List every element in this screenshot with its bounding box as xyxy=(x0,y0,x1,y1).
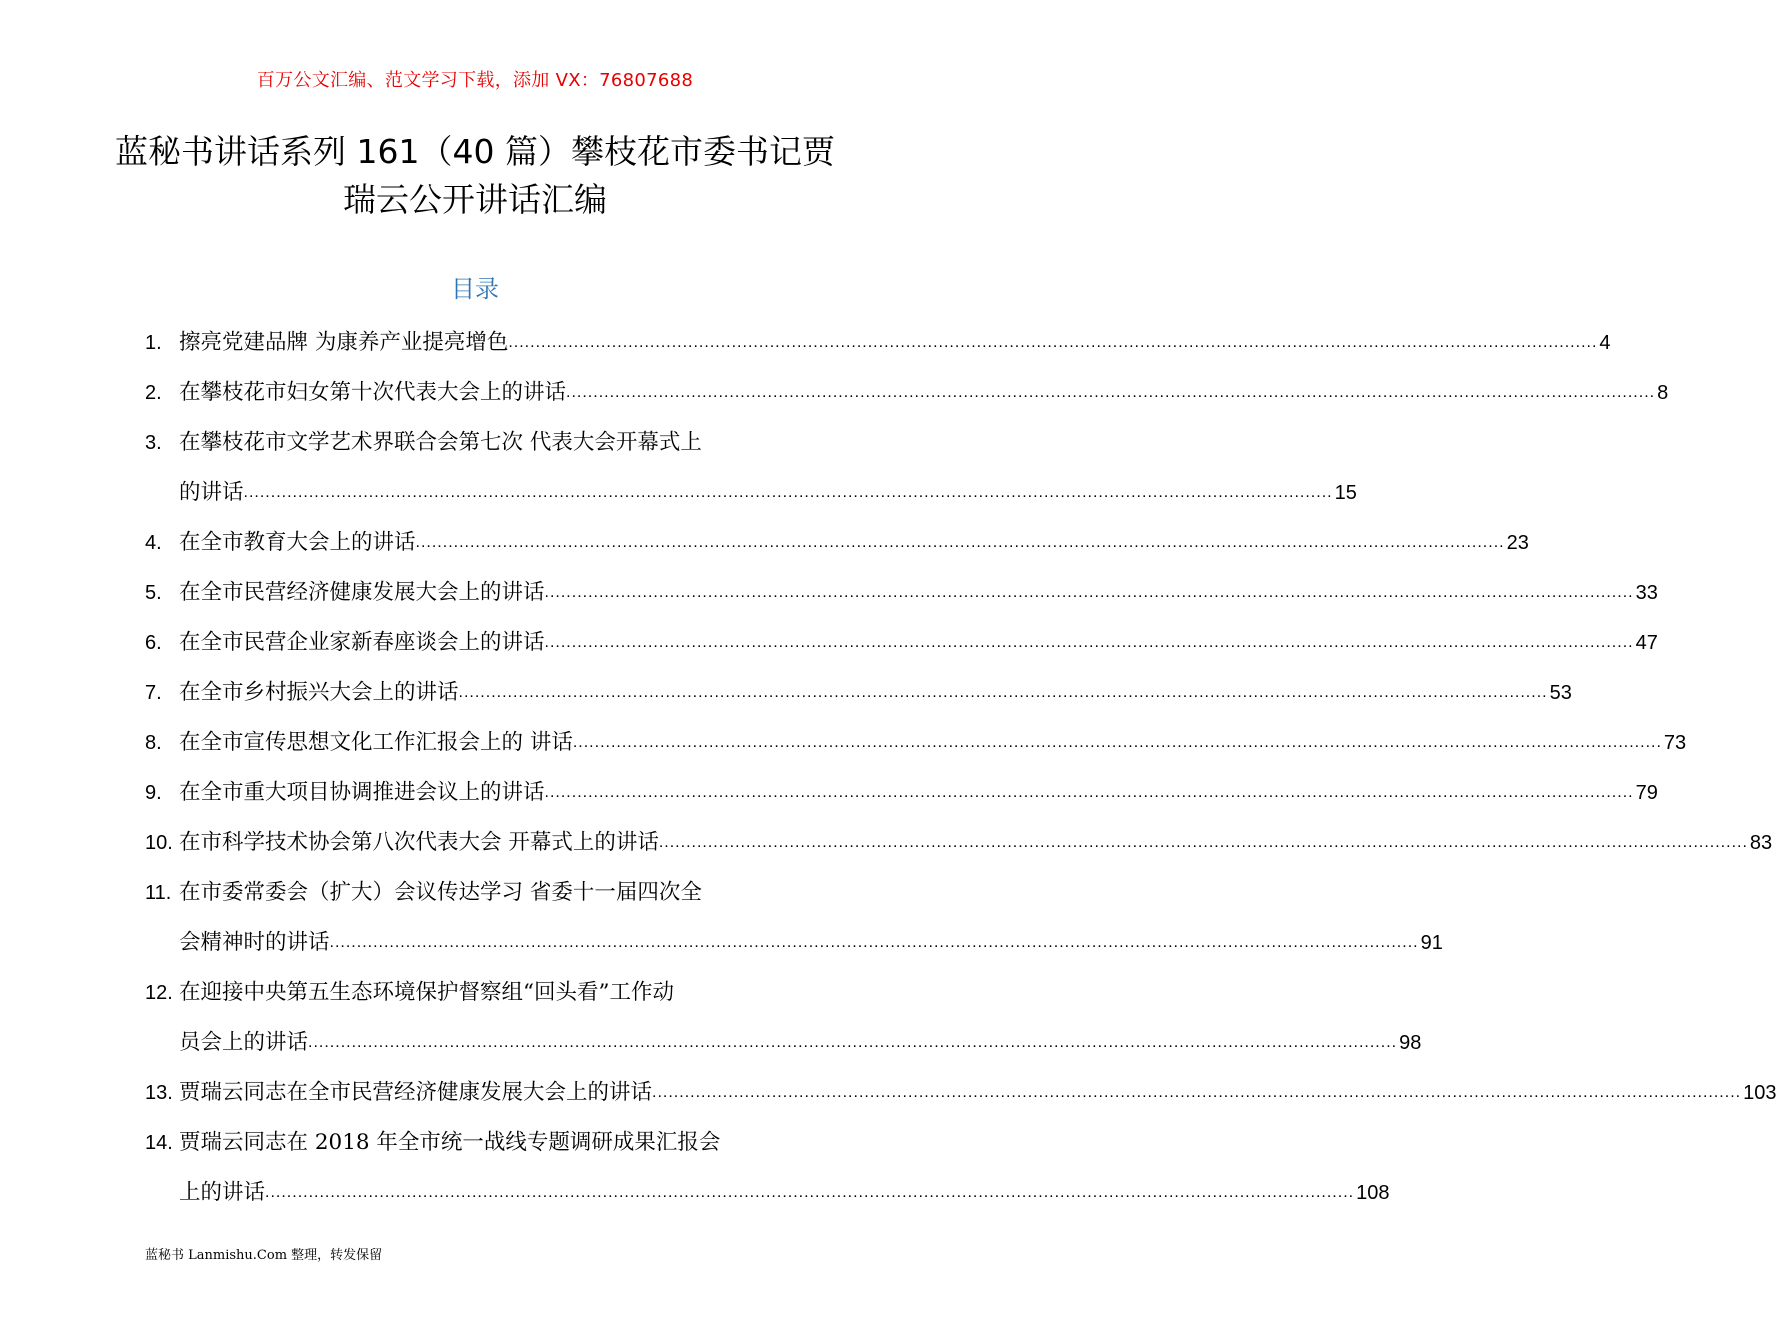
toc-entry-number: 12. xyxy=(145,982,173,1004)
toc-entry-number: 13. xyxy=(145,1082,173,1104)
toc-page-number: 103 xyxy=(1743,1082,1776,1104)
toc-entry-title-line: 在全市教育大会上的讲话 xyxy=(179,530,416,555)
toc-entry-body xyxy=(179,618,1658,668)
toc-page-number: 108 xyxy=(1356,1182,1390,1204)
toc-page-number: 91 xyxy=(1420,932,1443,954)
toc-entry-number: 11. xyxy=(145,882,172,904)
header-banner: 百万公文汇编、范文学习下载，添加 VX：76807688 xyxy=(256,70,694,91)
toc-dot-leader: ........................................................................................................................................................................................................ xyxy=(415,534,1505,551)
toc-entry-body xyxy=(179,568,1658,618)
toc-entry-title-line: 擦亮党建品牌 为康养产业提亮增色 xyxy=(179,330,509,355)
toc-dot-leader: ........................................................................................................................................................................................................ xyxy=(566,384,1656,401)
toc-entry-number: 1. xyxy=(145,332,162,354)
toc-entry-title-line: 贾瑞云同志在 2018 年全市统一战线专题调研成果汇报会 xyxy=(179,1130,721,1155)
toc-entry-last-line xyxy=(179,918,1443,968)
toc-entry-last-line xyxy=(179,568,1658,618)
toc-dot-leader: ........................................................................................................................................................................................................ xyxy=(329,934,1419,951)
toc-entry[interactable] xyxy=(145,818,1773,868)
toc-dot-leader: ........................................................................................................................................................................................................ xyxy=(308,1034,1398,1051)
toc-entry-title-line: 在市委常委会（扩大）会议传达学习 省委十一届四次全 xyxy=(179,880,702,905)
toc-entry-body xyxy=(179,1068,1776,1118)
toc-dot-leader: ........................................................................................................................................................................................................ xyxy=(658,834,1748,851)
toc-entry-title-line: 会精神时的讲话 xyxy=(179,930,330,955)
toc-entry-body xyxy=(179,768,1658,818)
toc-entry-title-line: 贾瑞云同志在全市民营经济健康发展大会上的讲话 xyxy=(179,1080,653,1105)
toc-entry-number: 2. xyxy=(145,382,162,404)
toc-entry-last-line xyxy=(179,318,1611,368)
toc-entry-body xyxy=(179,868,1443,968)
toc-page-number: 33 xyxy=(1635,582,1658,604)
toc-entry-last-line xyxy=(179,368,1669,418)
toc-entry[interactable] xyxy=(145,768,1658,818)
toc-entry-last-line xyxy=(179,618,1658,668)
toc-entry-number: 6. xyxy=(145,632,162,654)
toc-entry[interactable] xyxy=(145,418,1357,518)
toc-page-number: 47 xyxy=(1635,632,1658,654)
toc-entry-number: 4. xyxy=(145,532,162,554)
toc-entry-number: 14. xyxy=(145,1132,173,1154)
toc-heading: 目录 xyxy=(451,275,499,303)
toc-entry-last-line xyxy=(179,518,1529,568)
toc-entry[interactable] xyxy=(145,968,1422,1068)
toc-dot-leader: ........................................................................................................................................................................................................ xyxy=(265,1184,1355,1201)
toc-entry-body xyxy=(179,818,1773,868)
toc-page-number: 83 xyxy=(1749,832,1773,854)
toc-page-number: 79 xyxy=(1635,782,1658,804)
footer-note: 蓝秘书 Lanmishu.Com 整理，转发保留 xyxy=(145,1248,383,1263)
toc-entry[interactable] xyxy=(145,1068,1776,1118)
toc-dot-leader: ........................................................................................................................................................................................................ xyxy=(572,734,1662,751)
toc-entry-title-line: 的讲话 xyxy=(179,480,244,505)
toc-entry[interactable] xyxy=(145,718,1687,768)
toc-entry-title-line: 在全市民营企业家新春座谈会上的讲话 xyxy=(179,630,545,655)
toc-entry[interactable] xyxy=(145,518,1529,568)
toc-entry-last-line xyxy=(179,1168,1390,1218)
toc-entry-number: 3. xyxy=(145,432,162,454)
toc-entry-last-line xyxy=(179,1068,1776,1118)
toc-page-number: 8 xyxy=(1657,382,1669,404)
toc-entry-title-line: 在全市民营经济健康发展大会上的讲话 xyxy=(179,580,545,605)
toc-entry-number: 9. xyxy=(145,782,162,804)
toc-entry-title-line: 在市科学技术协会第八次代表大会 开幕式上的讲话 xyxy=(179,830,659,855)
toc-entry-number: 5. xyxy=(145,582,162,604)
toc-entry-last-line xyxy=(179,768,1658,818)
toc-entry-body xyxy=(179,318,1611,368)
toc-entry-title-line: 在全市重大项目协调推进会议上的讲话 xyxy=(179,780,545,805)
toc-entry-title-line: 在攀枝花市妇女第十次代表大会上的讲话 xyxy=(179,380,567,405)
toc-entry-body xyxy=(179,718,1687,768)
toc-page-number: 15 xyxy=(1334,482,1357,504)
toc-page-number: 23 xyxy=(1506,532,1529,554)
toc-entry-number: 10. xyxy=(145,832,173,854)
toc-dot-leader: ........................................................................................................................................................................................................ xyxy=(544,784,1634,801)
toc-entry-last-line xyxy=(179,668,1572,718)
toc-entry-body xyxy=(179,368,1669,418)
toc-entry-title-line: 在全市乡村振兴大会上的讲话 xyxy=(179,680,459,705)
toc-entry-title-line: 在攀枝花市文学艺术界联合会第七次 代表大会开幕式上 xyxy=(179,430,702,455)
toc-dot-leader: ........................................................................................................................................................................................................ xyxy=(544,634,1634,651)
toc-entry-body xyxy=(179,518,1529,568)
toc-entry[interactable] xyxy=(145,1118,1390,1218)
table-of-contents xyxy=(145,318,1776,1218)
toc-entry-body xyxy=(179,418,1357,518)
toc-entry-last-line xyxy=(179,1018,1422,1068)
toc-entry-last-line xyxy=(179,468,1357,518)
toc-entry-title-line: 在全市宣传思想文化工作汇报会上的 讲话 xyxy=(179,730,573,755)
toc-entry[interactable] xyxy=(145,868,1443,968)
toc-entry-number: 7. xyxy=(145,682,162,704)
toc-entry-title-line: 员会上的讲话 xyxy=(179,1030,309,1055)
toc-page-number: 73 xyxy=(1663,732,1687,754)
toc-entry[interactable] xyxy=(145,668,1572,718)
toc-entry[interactable] xyxy=(145,568,1658,618)
toc-entry-title-line: 在迎接中央第五生态环境保护督察组“回头看”工作动 xyxy=(179,980,674,1005)
toc-dot-leader: ........................................................................................................................................................................................................ xyxy=(544,584,1634,601)
toc-entry[interactable] xyxy=(145,368,1669,418)
toc-dot-leader: ........................................................................................................................................................................................................ xyxy=(508,334,1598,351)
toc-page-number: 53 xyxy=(1549,682,1572,704)
toc-entry[interactable] xyxy=(145,318,1611,368)
toc-dot-leader: ........................................................................................................................................................................................................ xyxy=(652,1084,1742,1101)
toc-entry-body xyxy=(179,968,1422,1068)
toc-entry[interactable] xyxy=(145,618,1658,668)
toc-entry-last-line xyxy=(179,818,1773,868)
toc-dot-leader: ........................................................................................................................................................................................................ xyxy=(458,684,1548,701)
toc-page-number: 98 xyxy=(1399,1032,1422,1054)
toc-entry-last-line xyxy=(179,718,1687,768)
toc-page-number: 4 xyxy=(1599,332,1611,354)
toc-entry-number: 8. xyxy=(145,732,162,754)
toc-entry-title-line: 上的讲话 xyxy=(179,1180,266,1205)
toc-dot-leader: ........................................................................................................................................................................................................ xyxy=(243,484,1333,501)
toc-entry-body xyxy=(179,668,1572,718)
toc-entry-body xyxy=(179,1118,1390,1218)
document-title: 蓝秘书讲话系列 161（40 篇）攀枝花市委书记贾瑞云公开讲话汇编 xyxy=(115,132,835,219)
